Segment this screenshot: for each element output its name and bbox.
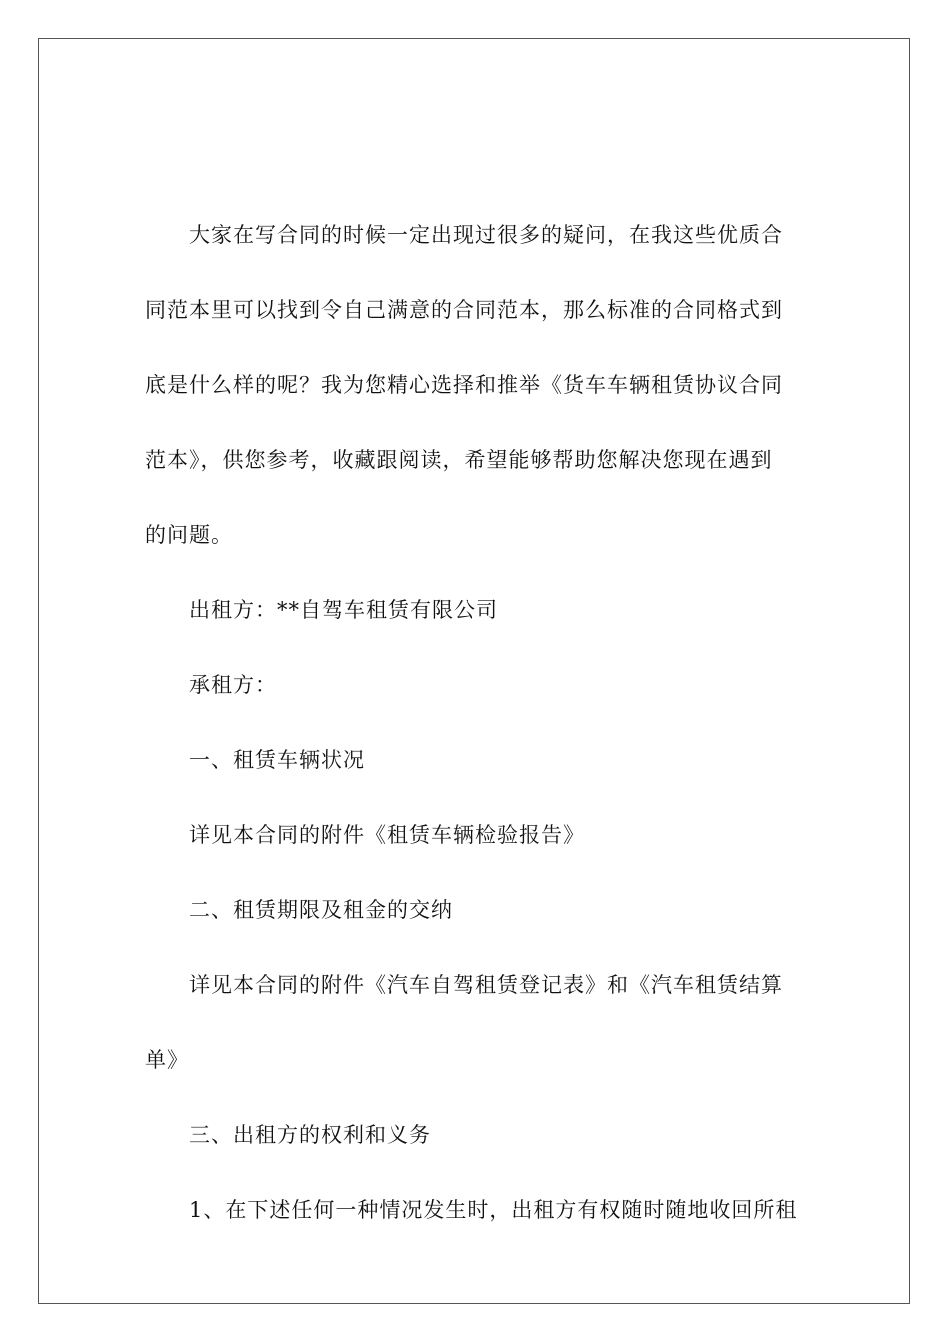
intro-line-2: 同范本里可以找到令自己满意的合同范本，那么标准的合同格式到	[145, 298, 783, 322]
intro-line-4: 范本》，供您参考，收藏跟阅读，希望能够帮助您解决您现在遇到	[145, 448, 773, 472]
section2-body-line-1: 详见本合同的附件《汽车自驾租赁登记表》和《汽车租赁结算	[189, 973, 783, 997]
intro-paragraph	[145, 198, 805, 573]
section2-body-line-2: 单》	[145, 1048, 189, 1072]
document-body	[145, 198, 805, 1248]
section1-title: 一、租赁车辆状况	[189, 748, 365, 772]
lessee-line: 承租方：	[189, 673, 277, 697]
section2-title: 二、租赁期限及租金的交纳	[189, 898, 453, 922]
lessee-paragraph	[145, 648, 805, 723]
section2-heading	[145, 873, 805, 948]
intro-line-1: 大家在写合同的时候一定出现过很多的疑问，在我这些优质合	[189, 223, 783, 247]
section3-heading	[145, 1098, 805, 1173]
section1-heading	[145, 723, 805, 798]
section1-body: 详见本合同的附件《租赁车辆检验报告》	[189, 823, 585, 847]
section3-item1: 1、在下述任何一种情况发生时，出租方有权随时随地收回所租	[189, 1198, 798, 1222]
section1-paragraph	[145, 798, 805, 873]
section3-title: 三、出租方的权利和义务	[189, 1123, 431, 1147]
lessor-paragraph	[145, 573, 805, 648]
section3-item1-paragraph	[145, 1173, 805, 1248]
intro-line-3: 底是什么样的呢？我为您精心选择和推举《货车车辆租赁协议合同	[145, 373, 783, 397]
section2-paragraph	[145, 948, 805, 1098]
lessor-line: 出租方：**自驾车租赁有限公司	[189, 598, 498, 622]
intro-line-5: 的问题。	[145, 523, 233, 547]
